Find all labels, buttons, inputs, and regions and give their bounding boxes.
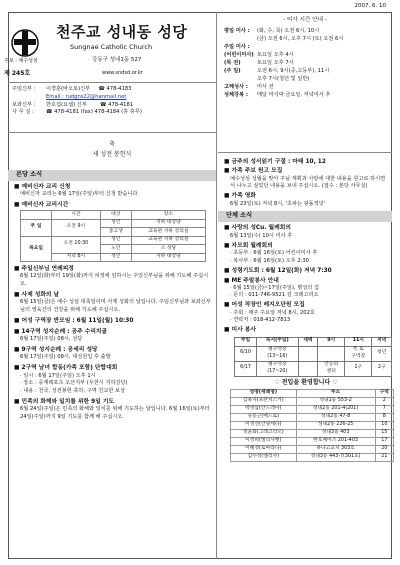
news-item-title: ■ 민족의 화해와 일치를 위한 9일 기도	[14, 398, 115, 405]
welcome-cell: 성내3동 443-7(301호)	[296, 454, 375, 462]
welcome-row	[231, 430, 394, 438]
church-english-name: Sungnae Catholic Church	[70, 43, 153, 51]
welcome-cell: 이혜정(로마라다)	[231, 446, 297, 454]
group-item-title: ■ ME 주말봉사 안내	[224, 277, 279, 284]
welcome-header-cell: 성명(세례명)	[231, 390, 297, 398]
duty-cell: 평구역장 (17~20)	[257, 361, 298, 376]
duty-header-cell: 독서(주일)	[257, 337, 298, 346]
news-item-text: 6월 24일(주일)은 민족의 화해와 일치를 위해 기도하는 날입니다. 6월 16일(토)부터 24일(주일)까지 9일 기도를 함께 해 주십시오.	[20, 406, 210, 420]
welcome-cell: 15	[375, 430, 393, 438]
welcome-row	[231, 446, 394, 454]
welcome-row	[231, 438, 394, 446]
section-title: 본당 소식	[8, 170, 216, 181]
duty-cell: 6/17	[235, 361, 257, 376]
section-title: 단체 소식	[218, 211, 392, 222]
mass-time-row	[224, 27, 386, 35]
mass-duty-table	[234, 337, 392, 377]
mass-time-row	[224, 91, 386, 99]
mass-time-value: 오후 7시(청년 및 일반)	[257, 76, 310, 83]
church-address: 강동구 성내1동 527	[92, 57, 142, 63]
welcome-row	[231, 406, 394, 414]
church-cross-icon	[10, 28, 40, 58]
mass-time-label: (특 전)	[224, 59, 241, 66]
welcome-row	[231, 414, 394, 422]
mass-time-row	[224, 67, 386, 75]
duty-cell: 청년	[372, 346, 392, 361]
duty-header-cell: 11시	[345, 337, 372, 346]
welcome-cell: 성내2동 47-8	[296, 414, 375, 422]
welcome-cell: 박영삼(안드레아)	[231, 406, 297, 414]
welcome-cell: 8	[375, 414, 393, 422]
duty-cell: 특 로 구역장	[345, 346, 372, 361]
group-item-text: · 주회 : 매주 주요일 저녁 8시, 202호 · 연락처 : 018-412-7813	[230, 309, 315, 324]
mass-times-title: - 미사 시간 안내 -	[283, 17, 327, 23]
news-item-title: ■ 어성 구역장 반모임 : 6월 11일(월) 10:30	[14, 317, 134, 324]
welcome-table	[230, 389, 394, 462]
news-item-text: 6월 15일(금)은 예수 성심 대축일이며 사제 성화의 날입니다. 주임신부님과 보좌신부님의 영육간의 건강을 위해 기도해 주십시오.	[20, 299, 211, 313]
welcome-cell: 21	[375, 454, 393, 462]
group-item-title: ■ 어성 작장인 레지오단원 모집	[224, 302, 305, 309]
duty-header-cell: 새벽	[298, 337, 318, 346]
welcome-header-cell: 주소	[296, 390, 375, 398]
mass-times-box	[218, 12, 392, 152]
mass-times-list	[224, 27, 386, 100]
group-news-list	[224, 224, 388, 335]
welcome-cell: 하나고교치 303호	[296, 446, 375, 454]
mass-time-label: 주일 미사 :	[224, 43, 250, 50]
welcome-cell: 김옥자(프란치스카)	[231, 398, 297, 406]
news-item-title: ■ 주일신부님 연례피정	[14, 265, 74, 272]
welcome-title: ♡ 전입을 환영합니다 ♡	[274, 378, 338, 386]
welcome-cell: 17	[375, 438, 393, 446]
news-item-text: 6월 12일(화)부터 19일(화)까지 피정에 임하시는 주일신부님을 위해 기도해 주십시오.	[20, 273, 209, 287]
website-link[interactable]: www.sndsd.or.kr	[102, 70, 143, 76]
mass-time-value: 미사 전	[257, 84, 274, 91]
mass-time-row	[224, 83, 386, 91]
group-item-text: 6월 13일(수) 10시 미사 후	[230, 232, 293, 239]
duty-cell: 안응의 센터	[318, 361, 345, 376]
issue-number: 제 245호	[4, 70, 31, 77]
news-item-text: · 일시 : 6월 17일(주일) 오후 1시 · 장소 : 중계레포츠 오산지부 (우천시 지하강당) · 내용 : 천국, 성전봉헌 축하, 구역 친교한 보상	[20, 372, 128, 394]
contact-row: 보좌신부 : 한호섭(요셉) 신부 ☎ 478-4181	[12, 101, 134, 108]
welcome-cell: 7	[375, 406, 393, 414]
welcome-cell: 한호체어즈 201-403	[296, 438, 375, 446]
welcome-row	[231, 422, 394, 430]
welcome-cell: 10	[375, 422, 393, 430]
welcome-cell: 김수정(엘리사)	[231, 454, 297, 462]
group-item-title: ■ 미사 봉사	[224, 327, 256, 334]
news-item-title: ■ 2구역 남녀 합동(가족 포함) 단합대회	[14, 365, 118, 372]
welcome-cell: 성내3동 403	[296, 430, 375, 438]
duty-cell	[298, 346, 318, 361]
welcome-cell: 정윤화(그레고리오)	[231, 430, 297, 438]
group-item-text: · 초등부 : 6월 16일(토) 어린이미사 후 · 복사부 : 6월 16일(토) 오후 2:30	[230, 250, 318, 264]
mass-time-value: 토요일 오후 4시	[257, 51, 294, 58]
welcome-cell: 2	[375, 398, 393, 406]
welcome-cell: 유동근(베드로)	[231, 414, 297, 422]
news-item-title: ■ 14구역 성지순례 : 공주 수리치골	[14, 328, 108, 335]
contact-row: 주임신부 : 이경훈(바오로)신부 ☎ 478-4183	[12, 86, 132, 92]
parish-news-list	[8, 265, 216, 422]
bulletin-patron: 주보 : 예수성심	[4, 58, 38, 64]
welcome-row	[231, 398, 394, 406]
welcome-cell: 성내1동 553-2	[296, 398, 375, 406]
mass-time-row	[224, 51, 386, 59]
email-link[interactable]: Email : rudgns22@hanmail.net	[46, 93, 127, 100]
welcome-cell: 20	[375, 446, 393, 454]
mass-time-value: 토요일 오후 7시	[257, 59, 294, 66]
mass-time-row	[224, 59, 386, 67]
notice-title: ■ 가족 영화	[224, 193, 256, 200]
group-item-title: ■ 사랑의 성Cu. 월례회의	[224, 225, 291, 232]
welcome-row	[231, 454, 394, 462]
notice-title: ■ 가족 주보 원고 모집	[224, 168, 283, 175]
duty-header-cell: 9시	[318, 337, 345, 346]
group-item-title: ■ 자모회 월례회의	[224, 242, 273, 249]
duty-cell	[298, 361, 318, 376]
duty-header-cell: 저녁	[372, 337, 392, 346]
duty-row	[235, 346, 392, 361]
duty-header-row	[235, 337, 392, 346]
welcome-cell: 성내2동 201-4(201)	[296, 406, 375, 414]
mass-time-value: 오전 6시, 9시(중,고등부), 11시	[257, 67, 330, 74]
right-column	[218, 156, 392, 462]
duty-header-cell: 주일	[235, 337, 257, 346]
duty-cell: 1구	[345, 361, 372, 376]
mass-time-row	[224, 35, 386, 43]
duty-cell: 6/10	[235, 346, 257, 361]
contact-row	[12, 94, 212, 102]
mass-time-row	[224, 75, 386, 83]
duty-cell	[318, 346, 345, 361]
contact-divider	[8, 132, 216, 133]
welcome-header-row	[231, 390, 394, 398]
duty-cell: 2구	[372, 361, 392, 376]
welcome-cell: 이정선(안당세다)	[231, 422, 297, 430]
mass-time-value: (금) 오전 6시, 오후 7시 (토) 오전 6시	[257, 35, 344, 42]
welcome-cell: 성내2동 226-25	[296, 422, 375, 430]
contact-row: 사 무 실 : ☎ 478-4181 (fax) 478-4184 (휴 휴무)	[12, 109, 142, 116]
feast-banner: 축 새 성전 봉헌식	[92, 141, 132, 158]
parish-news-section: 본당 소식 ■ 예비신자 교리 신청 예비신자 교리는 6월 17일(주일)부터 신청 받습니다. ■ 예비신자 교리시간 시간 대상 장소 주 일 오전 9시 성인 지하 대강당 중고생 교육관 지하 강의실 목요일 오전 10:30 성인 교육관 지하 강의실 노인 소 성당 저녁 8시 성인 지하 대강당 ■ 주일신부님 연례피정 6월 12일(화)부터 19일(화)까지 피정에 임하시는 주일신부님을 위해 기도해 주십시오. ■ 사제 성화의 날 6월 15일(금)은 예수 성심 대축일이며 사제 성화의 날입니다. 주임신부님과 보좌신부님의 영육간의 건강을 위해 기도해 주십시오. ■ 어성 구역장 반모임 : 6월 11일(월) 10:30 ■ 14구역 성지순례 : 공주 수리치골 6월 17일(주일) 08시, 성당 ■ 9구역 성지순례 : 공세리 성당 6월 17일(주일) 08시, 대성원입 후 출발 ■ 2구역 남녀 합동(가족 포함) 단합대회 · 일시 : 6월 17일(주일) 오후 1시 · 장소 : 중계레포츠 오산지부 (우천시 지하강당) · 내용 : 천국, 성전봉헌 축하, 구역 친교한 보상 ■ 민족의 화해와 일치를 위한 9일 기도 6월 24일(주일)은 민족의 화해와 일치를 위해 기도하는 날입니다. 6월 16일(토)부터 24일(주일)까지 9일 기도를 함께 해 주십시오.	[8, 170, 216, 421]
mass-time-label: 성체강복 :	[224, 92, 248, 99]
column-divider	[216, 12, 217, 559]
mass-time-value: 매달 마지막 금요일, 저녁미사 후	[257, 92, 331, 99]
group-item-title: ■ 성령기도회 : 6월 12일(화) 저녁 7:30	[224, 267, 332, 274]
news-item-title: ■ 9구역 성지순례 : 공세리 성당	[14, 347, 98, 354]
notice-list	[224, 158, 388, 209]
mass-time-value: (화, 수, 목) 오전 6시, 10시	[257, 27, 320, 34]
mass-time-label: (어린이미사)	[224, 51, 254, 58]
header-divider	[8, 82, 216, 83]
contact-block	[12, 86, 212, 117]
group-item-text: · 6월 15일(금)~17일(주일), 명성의 집 · 문의 : 011-746-9521 김 크레고리오	[230, 284, 319, 299]
notice-text: 6월 23일(토) 저녁 8시, '초파는 광돌적덧'	[230, 200, 326, 207]
notice-title: ■ 금주의 성서읽기 구절 : 마태 10, 12	[224, 158, 326, 165]
duty-cell: 평구역장 (13~16)	[257, 346, 298, 361]
welcome-header-cell: 구역	[375, 390, 393, 398]
mass-time-label: 고해성사 :	[224, 84, 248, 91]
duty-row	[235, 361, 392, 376]
mass-time-row	[224, 43, 386, 51]
church-title: 천주교 성내동 성당	[56, 23, 188, 41]
catechism-schedule-table: 시간 대상 장소 주 일 오전 9시 성인 지하 대강당 중고생 교육관 지하 강의실 목요일 오전 10:30 성인 교육관 지하 강의실 노인 소 성당 저녁 8시 성인 지하 대강당	[20, 210, 206, 262]
mass-time-label: 평일 미사 :	[224, 27, 250, 34]
notice-text: 예수성심 성월을 맞아 주님 계획과 사랑에 대한 내용을 원고로 하시면서 나누고 싶었던 내용을 보내 주십시오. (접수 : 본당 사무실)	[230, 175, 386, 190]
mass-time-label: (주 일)	[224, 67, 241, 74]
mass-divider	[218, 152, 392, 153]
news-item-text: 6월 17일(주일) 08시, 성당	[20, 335, 83, 342]
welcome-cell: 이정희(엘리사벳)	[231, 438, 297, 446]
news-item-title: ■ 사제 성화의 날	[14, 291, 60, 298]
issue-date: 2007. 6. 10	[354, 3, 386, 9]
news-item-text: 6월 17일(주일) 08시, 대성원입 후 출발	[20, 354, 111, 361]
